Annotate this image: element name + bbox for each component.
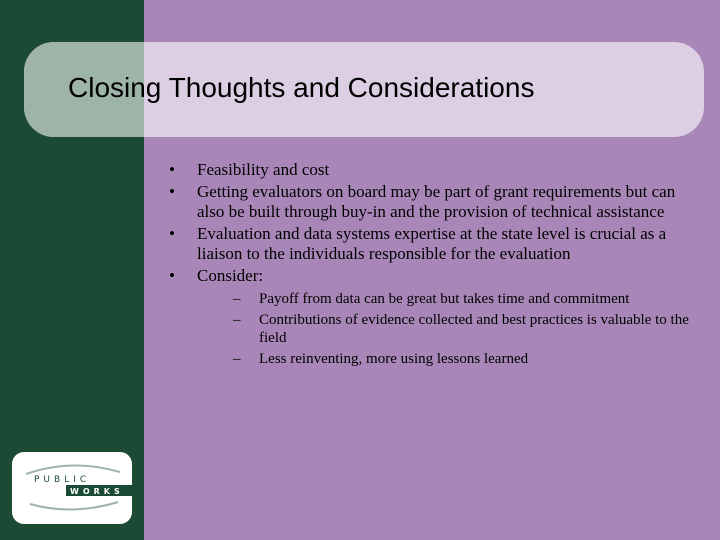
sub-bullet-item: [225, 350, 695, 369]
slide-title: Closing Thoughts and Considerations: [68, 72, 535, 103]
sub-bullet-marker: –: [233, 350, 241, 367]
bullet-item: [165, 160, 695, 181]
logo-arc-bottom: [30, 502, 118, 510]
sub-bullet-item: [225, 290, 695, 309]
sub-bullet-list: [197, 290, 695, 368]
sub-bullet-text: Payoff from data can be great but takes time and commitment: [259, 291, 630, 307]
bullet-item: [165, 224, 695, 265]
bullet-marker: •: [169, 160, 175, 179]
bullet-marker: •: [169, 223, 175, 243]
sub-bullet-text: Contributions of evidence collected and best practices is valuable to the field: [259, 311, 689, 346]
logo-line2: WORKS: [70, 487, 124, 496]
bullet-item: [165, 266, 695, 369]
bullet-text: Consider:: [197, 265, 264, 285]
title-box: [24, 42, 704, 137]
bullet-text: Getting evaluators on board may be part of grant requirements but can also be built through buy-in and the provision of technical assistance: [197, 181, 676, 221]
slide-content: [165, 160, 695, 370]
bullet-text: Evaluation and data systems expertise at the state level is crucial as a liaison to the individuals responsible for the evaluation: [197, 223, 667, 263]
logo-arc-top: [26, 465, 120, 474]
logo-line1: PUBLIC: [34, 475, 91, 485]
bullet-marker: •: [169, 181, 175, 201]
bullet-marker: •: [169, 265, 175, 285]
sub-bullet-text: Less reinventing, more using lessons learned: [259, 350, 529, 367]
public-works-logo: [12, 452, 132, 524]
bullet-text: Feasibility and cost: [197, 160, 330, 179]
sub-bullet-marker: –: [233, 311, 241, 328]
bullet-item: [165, 182, 695, 223]
bullet-list: [165, 160, 695, 368]
public-works-logo-mark: [12, 452, 132, 524]
sub-bullet-item: [225, 311, 695, 348]
sub-bullet-marker: –: [233, 291, 241, 307]
